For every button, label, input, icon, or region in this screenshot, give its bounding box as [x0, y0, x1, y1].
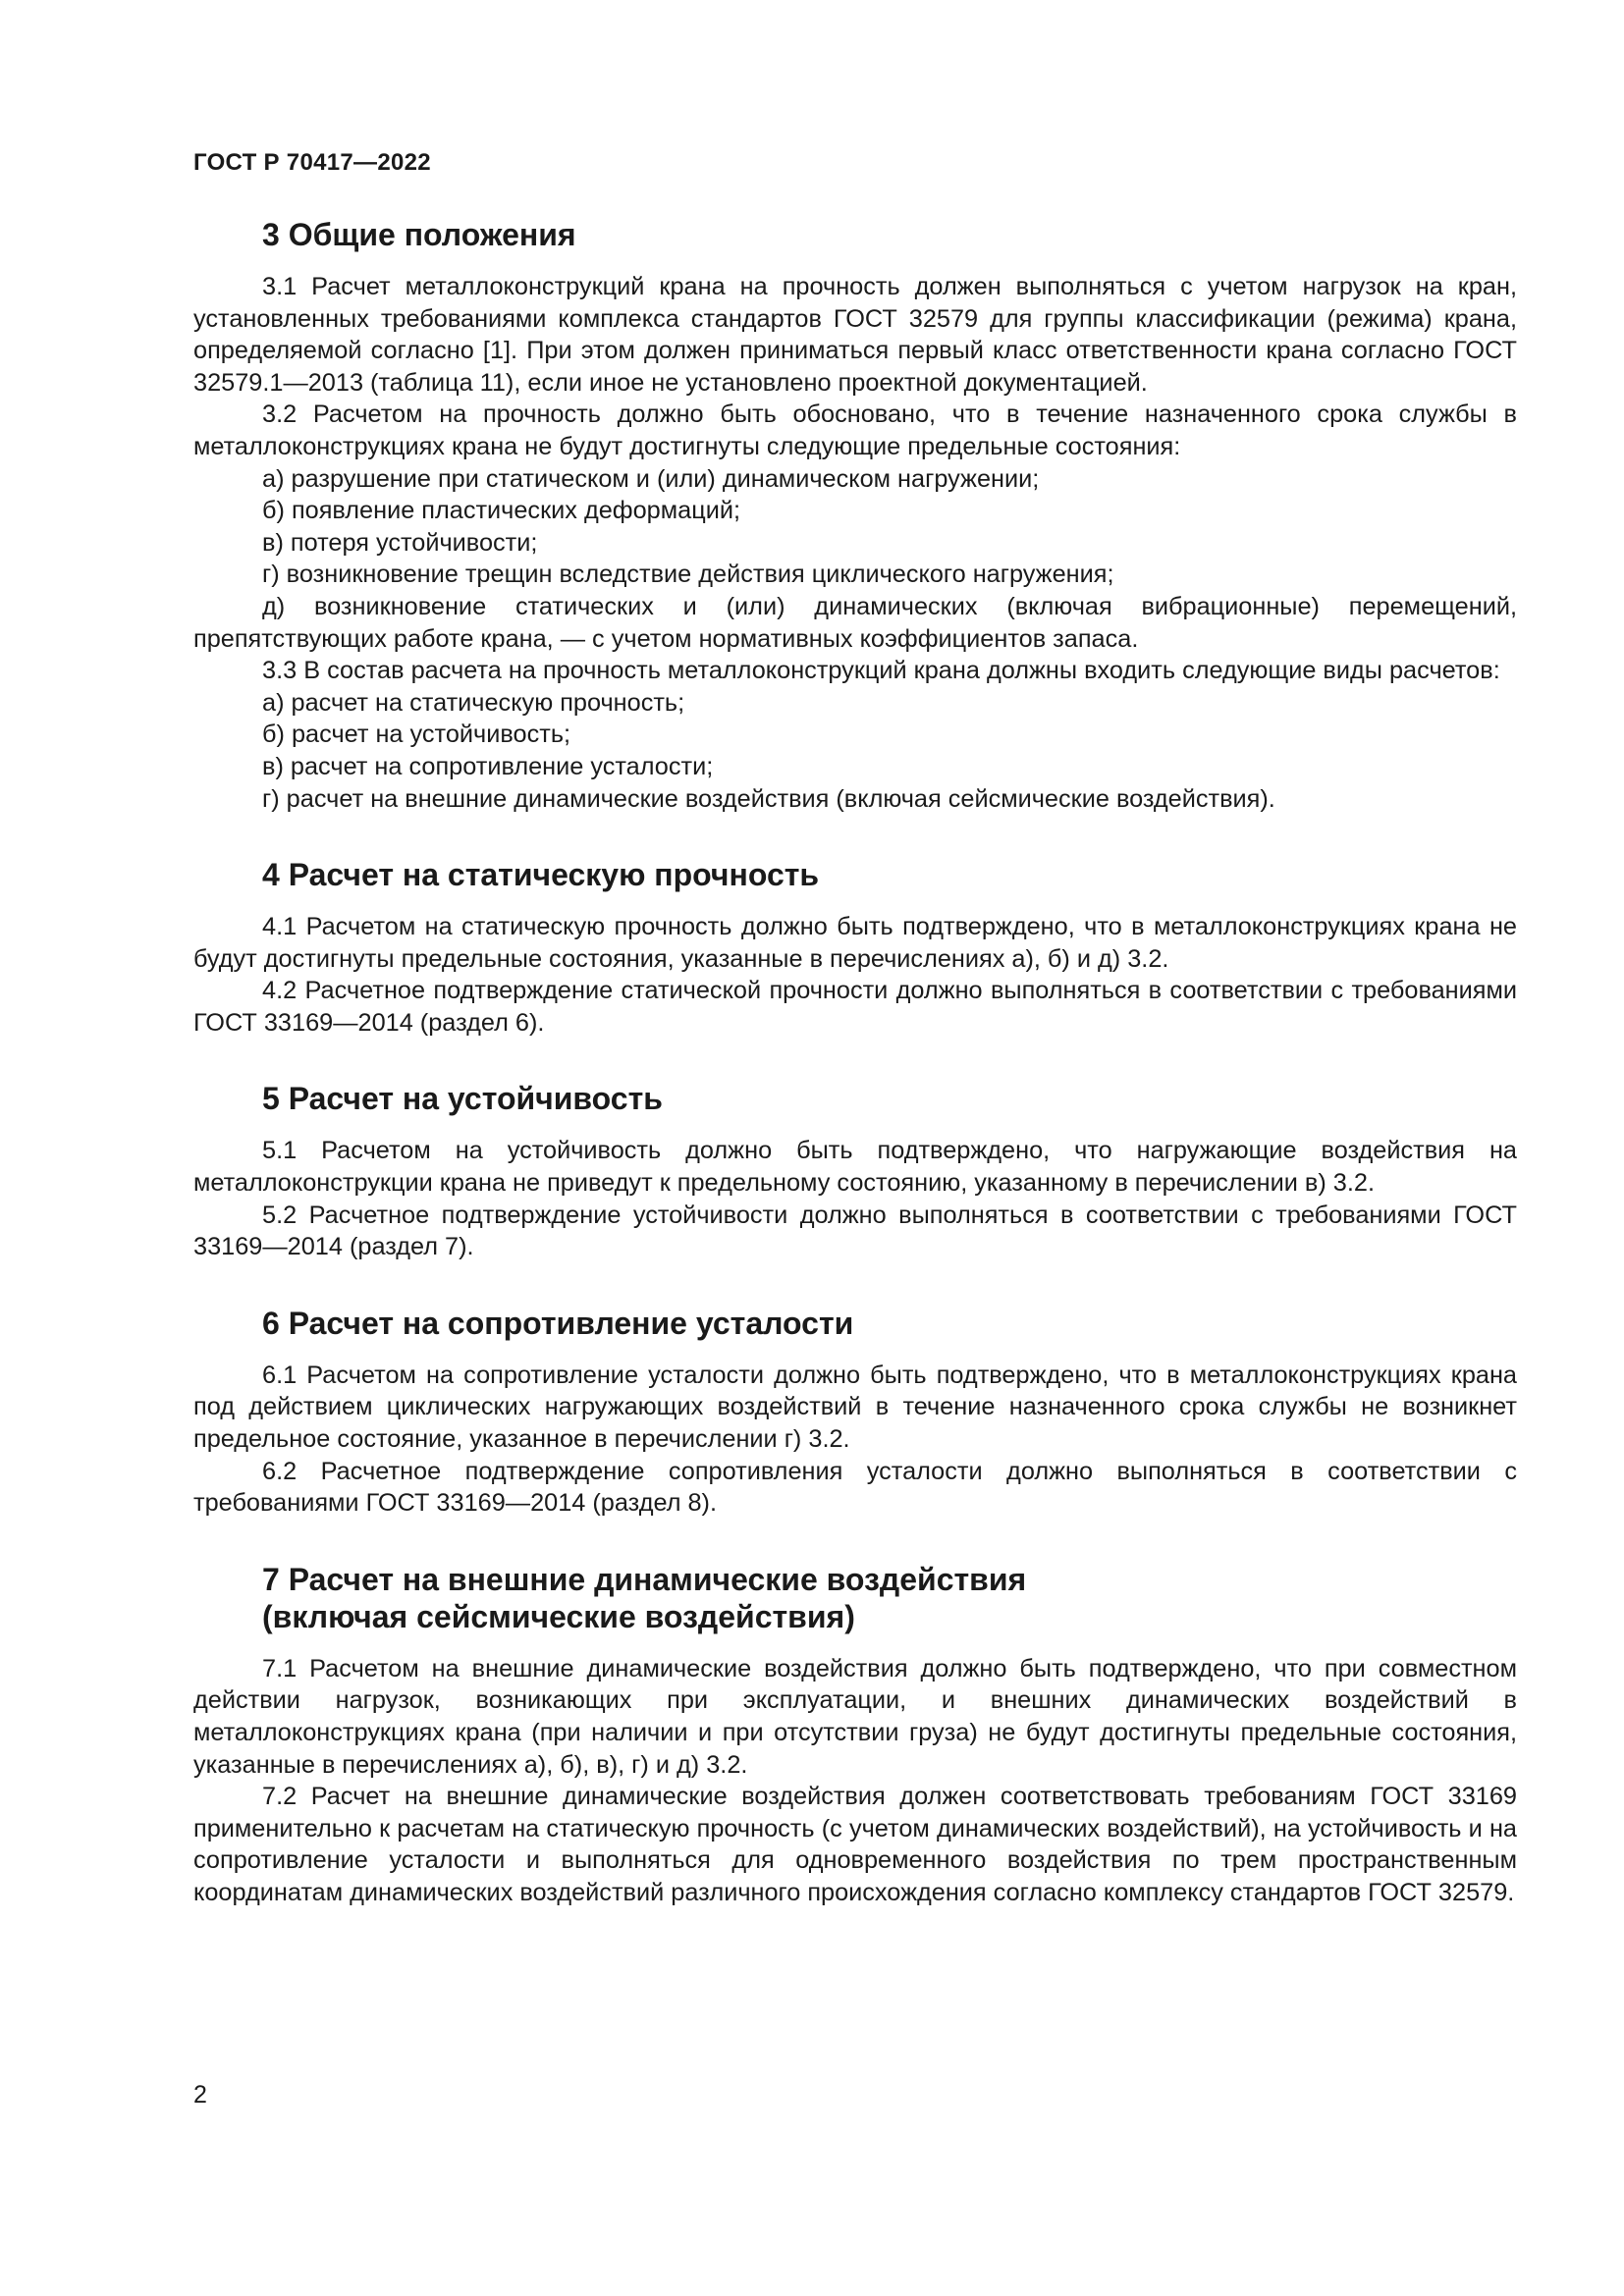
paragraph-5-2: 5.2 Расчетное подтверждение устойчивости должно выполняться в соответствии с требованиями ГОСТ 33169—2014 (раздел 7).: [193, 1201, 1517, 1261]
list-item-3-3-v: в) расчет на сопротивление усталости;: [262, 752, 714, 780]
list-item-3-3-g: г) расчет на внешние динамические воздействия (включая сейсмические воздействия).: [262, 784, 1275, 813]
section-body-6: [193, 1360, 1517, 1520]
section-body-4: [193, 911, 1517, 1039]
section-title-5: 5 Расчет на устойчивость: [262, 1081, 663, 1117]
list-item-3-3-b: б) расчет на устойчивость;: [262, 721, 571, 749]
section-body-5: [193, 1135, 1517, 1262]
paragraph-5-1: 5.1 Расчетом на устойчивость должно быть подтверждено, что нагружающие воздействия на металлоконструкции крана не приведут к предельному состоянию, указанному в перечислении в) 3.2.: [193, 1137, 1517, 1198]
paragraph-3-1: 3.1 Расчет металлоконструкций крана на прочность должен выполняться с учетом нагрузок на кран, установленных требованиями комплекса стандартов ГОСТ 32579 для группы классификации (режима) крана, определяемой согласно [1]. При этом должен приниматься первый класс ответственности крана согласно ГОСТ 32579.1—2013 (таблица 11), если иное не установлено проектной документацией.: [193, 273, 1517, 397]
section-title-7-line-2: (включая сейсмические воздействия): [262, 1598, 855, 1634]
section-3: [193, 216, 1517, 815]
document-content: [193, 216, 1517, 1950]
paragraph-7-1: 7.1 Расчетом на внешние динамические воздействия должно быть подтверждено, что при совместном действии нагрузок, возникающих при эксплуатации, и внешних динамических воздействий в металлоконструкциях крана (при наличии и при отсутствии груза) не будут достигнуты предельные состояния, указанные в перечислениях а), б), в), г) и д) 3.2.: [193, 1654, 1517, 1779]
document-id-header: ГОСТ Р 70417—2022: [193, 149, 431, 176]
paragraph-3-3: 3.3 В состав расчета на прочность металлоконструкций крана должны входить следующие виды расчетов:: [262, 657, 1500, 685]
paragraph-7-2: 7.2 Расчет на внешние динамические воздействия должен соответствовать требованиям ГОСТ 33169 применительно к расчетам на статическую прочность (с учетом динамических воздействий), на устойчивость и на сопротивление усталости и выполняться для одновременного воздействия по трем пространственным координатам динамических воздействий различного происхождения согласно комплексу стандартов ГОСТ 32579.: [193, 1783, 1517, 1906]
section-title-7: [193, 1561, 1517, 1635]
section-title-7-line-1: 7 Расчет на внешние динамические воздействия: [262, 1561, 1027, 1597]
section-7: [193, 1561, 1517, 1909]
section-4: [193, 856, 1517, 1039]
paragraph-4-2: 4.2 Расчетное подтверждение статической прочности должно выполняться в соответствии с требованиями ГОСТ 33169—2014 (раздел 6).: [193, 977, 1517, 1037]
list-item-3-2-v: в) потеря устойчивости;: [262, 528, 538, 557]
section-body-7: [193, 1653, 1517, 1909]
paragraph-3-2: 3.2 Расчетом на прочность должно быть обосновано, что в течение назначенного срока службы в металлоконструкциях крана не будут достигнуты следующие предельные состояния:: [193, 400, 1517, 460]
section-body-3: [193, 271, 1517, 815]
paragraph-4-1: 4.1 Расчетом на статическую прочность должно быть подтверждено, что в металлоконструкциях крана не будут достигнуты предельные состояния, указанные в перечислениях а), б) и д) 3.2.: [193, 913, 1517, 973]
section-title-6: 6 Расчет на сопротивление усталости: [262, 1305, 854, 1341]
section-5: [193, 1080, 1517, 1262]
section-6: [193, 1305, 1517, 1520]
list-item-3-2-d: д) возникновение статических и (или) динамических (включая вибрационные) перемещений, препятствующих работе крана, — с учетом нормативных коэффициентов запаса.: [193, 592, 1517, 653]
paragraph-6-1: 6.1 Расчетом на сопротивление усталости должно быть подтверждено, что в металлоконструкциях крана под действием циклических нагружающих воздействий в течение назначенного срока службы не возникнет предельное состояние, указанное в перечислении г) 3.2.: [193, 1361, 1517, 1454]
section-title-4: 4 Расчет на статическую прочность: [262, 857, 820, 893]
list-item-3-2-g: г) возникновение трещин вследствие действия циклического нагружения;: [262, 561, 1114, 589]
page-number: 2: [193, 2081, 207, 2109]
list-item-3-2-a: а) разрушение при статическом и (или) динамическом нагружении;: [262, 464, 1040, 493]
list-item-3-3-a: а) расчет на статическую прочность;: [262, 688, 685, 717]
section-title-3: 3 Общие положения: [262, 217, 576, 252]
list-item-3-2-b: б) появление пластических деформаций;: [262, 497, 740, 525]
paragraph-6-2: 6.2 Расчетное подтверждение сопротивления усталости должно выполняться в соответствии с требованиями ГОСТ 33169—2014 (раздел 8).: [193, 1457, 1517, 1518]
